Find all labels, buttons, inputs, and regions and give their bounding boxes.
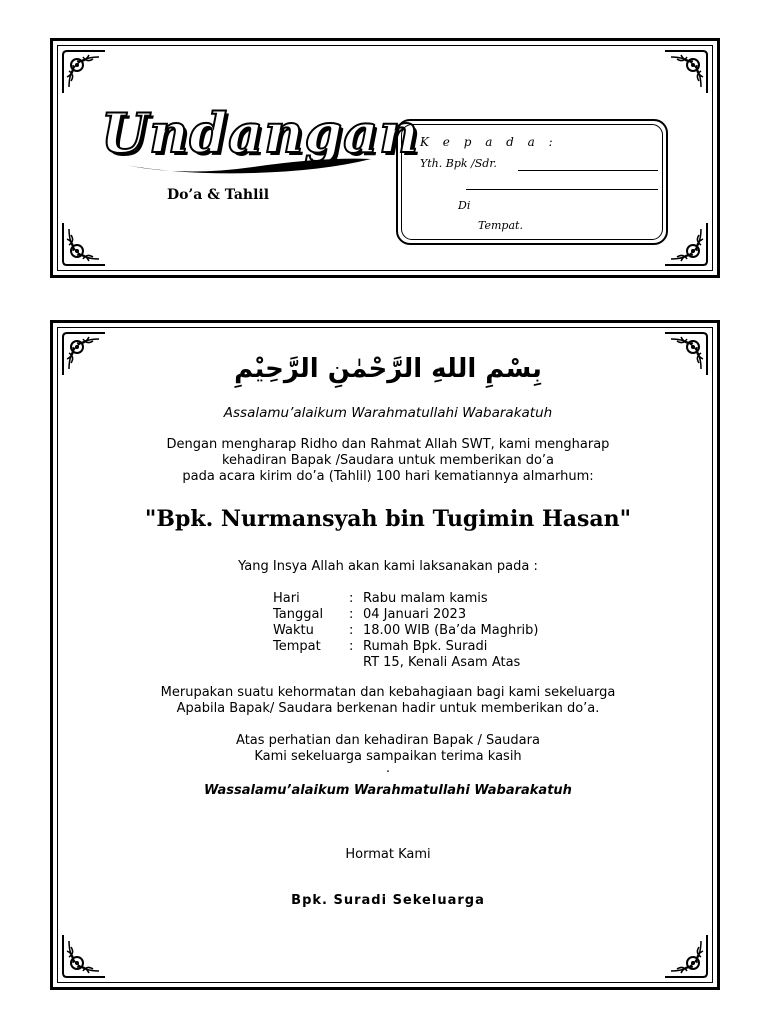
thanks-line: Atas perhatian dan kehadiran Bapak / Saudara — [236, 733, 540, 748]
address-tempat: Tempat. — [478, 219, 523, 232]
detail-separator: : — [349, 607, 354, 622]
greeting: Assalamu’alaikum Warahmatullahi Wabarakatuh — [223, 405, 553, 421]
event-subtitle: Do’a & Tahlil — [166, 187, 270, 203]
detail-label: Tempat — [273, 639, 321, 654]
invitation-title: Undangan — [101, 101, 420, 165]
detail-value: Rabu malam kamis — [363, 591, 488, 606]
ornament-corner-icon — [59, 47, 109, 97]
ornament-corner-icon — [661, 47, 711, 97]
detail-label — [273, 655, 349, 671]
invitation-letter — [50, 320, 720, 990]
honor-line: Apabila Bapak/ Saudara berkenan hadir untuk memberikan do’a. — [176, 701, 600, 716]
detail-row — [273, 639, 538, 655]
envelope-card — [50, 38, 720, 278]
ornament-corner-icon — [59, 329, 109, 379]
detail-row — [273, 623, 538, 639]
detail-label: Hari — [273, 591, 300, 606]
thanks-line: . — [385, 761, 391, 776]
address-line — [518, 170, 658, 171]
address-di: Di — [458, 199, 471, 212]
detail-value: 04 Januari 2023 — [363, 607, 467, 622]
detail-label: Tanggal — [273, 607, 324, 622]
detail-separator: : — [349, 591, 354, 606]
detail-row — [273, 607, 538, 623]
address-yth: Yth. Bpk /Sdr. — [420, 157, 497, 170]
schedule-intro: Yang Insya Allah akan kami laksanakan pada : — [238, 559, 538, 574]
address-line — [466, 189, 658, 190]
event-details — [273, 591, 538, 671]
detail-value: 18.00 WIB (Ba’da Maghrib) — [363, 623, 539, 638]
ornament-corner-icon — [59, 931, 109, 981]
detail-row — [273, 591, 538, 607]
ornament-corner-icon — [661, 219, 711, 269]
honor-line: Merupakan suatu kehormatan dan kebahagiaan bagi kami sekeluarga — [160, 685, 616, 700]
detail-separator — [349, 655, 363, 671]
ornament-corner-icon — [59, 219, 109, 269]
intro-line: Dengan mengharap Ridho dan Rahmat Allah SWT, kami mengharap — [166, 437, 610, 452]
detail-value: RT 15, Kenali Asam Atas — [363, 655, 521, 670]
detail-value: Rumah Bpk. Suradi — [363, 639, 488, 654]
regards: Hormat Kami — [345, 847, 431, 862]
intro-line: kehadiran Bapak /Saudara untuk memberikan do’a — [221, 453, 555, 468]
detail-separator: : — [349, 639, 354, 654]
signature-name: Bpk. Suradi Sekeluarga — [291, 893, 485, 908]
closing-greeting: Wassalamu’alaikum Warahmatullahi Wabarakatuh — [204, 783, 572, 798]
title-swash-icon — [123, 153, 373, 175]
thanks-line: Kami sekeluarga sampaikan terima kasih — [254, 749, 522, 764]
detail-label: Waktu — [273, 623, 314, 638]
address-box — [396, 119, 668, 245]
detail-separator: : — [349, 623, 354, 638]
ornament-corner-icon — [661, 329, 711, 379]
address-kepada: K e p a d a : — [420, 135, 558, 149]
deceased-name: "Bpk. Nurmansyah bin Tugimin Hasan" — [144, 506, 632, 532]
intro-line: pada acara kirim do’a (Tahlil) 100 hari kematiannya almarhum: — [182, 469, 594, 484]
bismillah-calligraphy: بِسْمِ اللهِ الرَّحْمٰنِ الرَّحِيْمِ — [234, 354, 542, 384]
detail-row — [273, 655, 538, 671]
ornament-corner-icon — [661, 931, 711, 981]
